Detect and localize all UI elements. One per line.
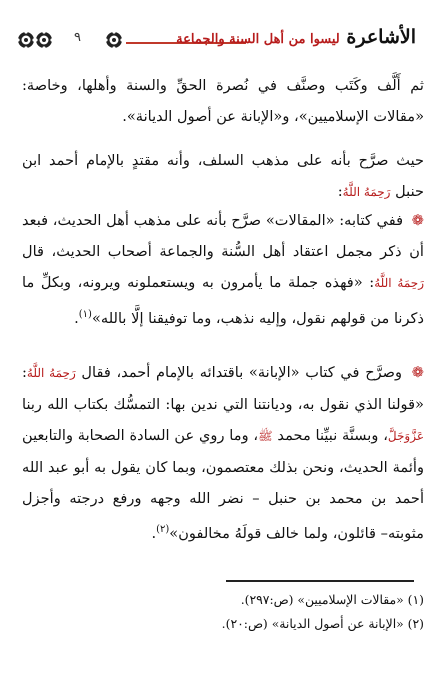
footnote-2: (٢) «الإبانة عن أصول الديانة» (ص:٢٠). [221, 616, 424, 631]
page-number: ٩ [74, 30, 81, 45]
ornament-icon [34, 30, 54, 50]
flower-bullet-icon: ❁ [411, 212, 425, 229]
paragraph-2 [22, 145, 424, 208]
paragraph-4-text-c: ، وبسنَّة نبيِّنا محمد [277, 427, 388, 444]
paragraph-1 [22, 70, 424, 132]
footnote-ref-2[interactable]: (٢) [156, 524, 170, 535]
honorific: رَحِمَهُ اللَّهُ [26, 366, 76, 380]
footnote-divider [226, 580, 414, 582]
paragraph-4 [22, 357, 424, 549]
running-title [176, 26, 416, 48]
running-title-sub: ليسوا من أهل السنة والجماعة [176, 32, 340, 47]
page-header [16, 28, 416, 60]
honorific: رَحِمَهُ اللَّهُ [374, 276, 424, 290]
paragraph-4-text-b: : «قولنا الذي نقول به، وديانتنا التي ندين بها: التمسُّك بكتاب الله ربنا [22, 364, 424, 413]
paragraph-3-end: . [74, 309, 79, 327]
paragraph-1-text: ثم أَلَّف وكَتَب وصنَّف في نُصرة الحقِّ والسنة وأهلها، وخاصة: «مقالات الإسلاميين»، و«الإبانة عن أصول الديانة». [22, 77, 424, 125]
honorific: عَزَّوَجَلَّ [387, 429, 424, 443]
paragraph-4-end: . [151, 524, 157, 542]
paragraph-4-text-d: ، وما روي عن السادة الصحابة والتابعين وأئمة الحديث، ونحن بذلك معتصمون، وبما كان يقول به أبو عبد الله أحمد بن محمد بن حنبل – نضر الله وجهه ورفع درجته وأجزل مثوبته– قائلون، ولما خالف قولَهُ مخالفون» [22, 427, 424, 542]
footnotes [22, 588, 424, 636]
paragraph-3 [22, 205, 424, 334]
paragraph-2-end: : [337, 183, 343, 200]
ornament-icon [16, 30, 36, 50]
footnote-ref-1[interactable]: (١) [78, 309, 92, 320]
paragraph-3-text-b: : «فهذه جملة ما يأمرون به ويستعملونه ويرونه، وبكلِّ ما ذكرنا من قولهم نقول، وإليه نذهب، وما توفيقنا إلَّا بالله» [22, 274, 424, 327]
paragraph-2-text: حيث صرَّح بأنه على مذهب السلف، وأنه مقتدٍ بالإمام أحمد ابن حنبل [22, 152, 424, 200]
honorific: ﷺ [258, 429, 273, 443]
flower-bullet-icon: ❁ [411, 364, 424, 381]
paragraph-3-text-a: ففي كتابه: «المقالات» صرَّح بأنه على مذهب أهل الحديث، فبعد أن ذكر مجمل اعتقاد أهل السُّنة والجماعة أصحاب الحديث، قال [22, 212, 424, 260]
paragraph-4-text-a: وصرَّح في كتاب «الإبانة» باقتدائه بالإمام أحمد، فقال [81, 364, 403, 381]
honorific: رَحِمَهُ اللَّهُ [342, 185, 391, 199]
ornament-icon [104, 30, 124, 50]
running-title-main: الأشاعرة [346, 26, 416, 48]
footnote-1: (١) «مقالات الإسلاميين» (ص:٢٩٧). [240, 592, 424, 607]
